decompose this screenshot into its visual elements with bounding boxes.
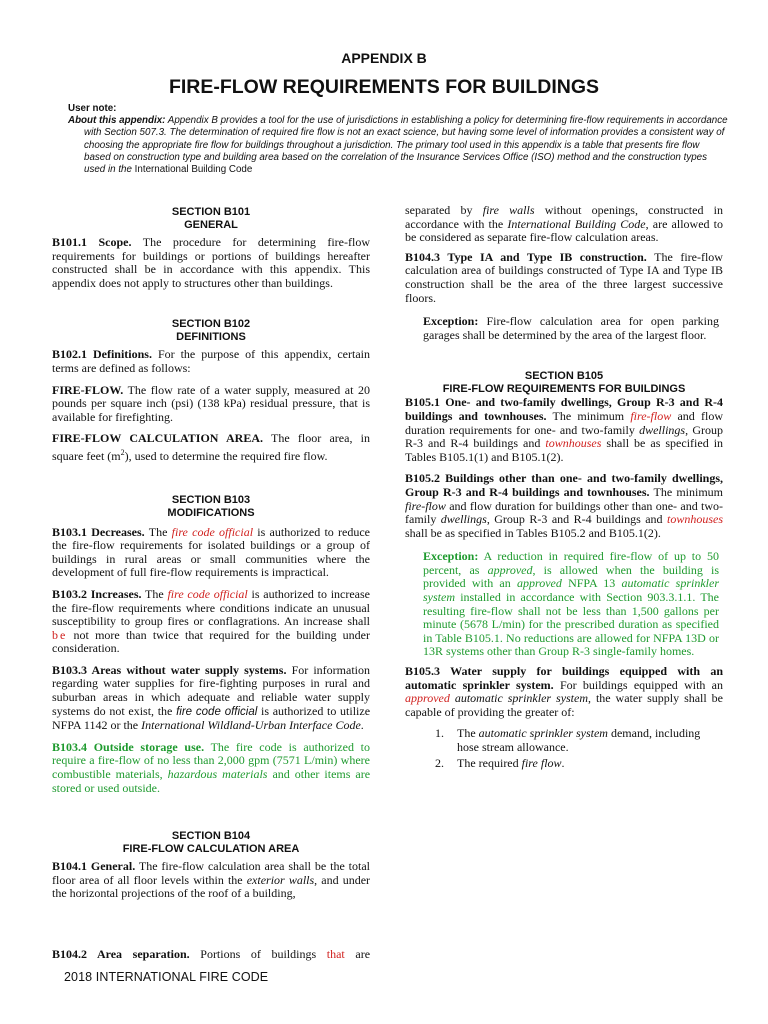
inserted-word: be xyxy=(52,627,68,642)
para-text: For information regarding water supplies for fire-fighting purposes in rural and suburban areas in which adequate and reliable water supply systems do not exist, the xyxy=(52,662,370,718)
exception-label: Exception: xyxy=(423,314,479,329)
para-label: B104.2 Area separation. xyxy=(52,947,190,961)
section-number: SECTION B104 xyxy=(171,830,251,843)
section-title: FIRE-FLOW CALCULATION AREA xyxy=(122,843,300,856)
list-text: The xyxy=(457,726,476,741)
user-note-text: Appendix B provides a tool for the use of jurisdictions in establishing a policy for determining fire-flow requirements in accordance with Section 507.3. The determination of required fire flow is not an exact science, but having some level of information provides a consistent way of choosing the appropriate fire flow for buildings throughout a jurisdiction. The primary tool used in this appendix is a table that presents fire flow based on construction type and building area based on the correlation of the Insurance Services Office (ISO) method and the construction types used in the xyxy=(84,115,728,176)
para-text: , the water supply shall be capable of providing the greater of: xyxy=(405,691,723,719)
requirements-list xyxy=(405,727,723,770)
para-text: are xyxy=(355,947,371,961)
para-text: For buildings equipped with an xyxy=(559,677,724,692)
para-label: B105.3 Water supply for buildings equipped with an automatic sprinkler system. xyxy=(405,664,723,692)
defined-term: fire-flow xyxy=(630,408,672,423)
list-number: 1. xyxy=(435,726,444,741)
para-text: shall be as specified in Tables B105.2 and B105.1(2). xyxy=(405,525,661,540)
defined-term: approved xyxy=(405,691,450,706)
defined-term: automatic sprinkler system xyxy=(423,576,719,605)
para-text: Portions of buildings xyxy=(200,947,317,961)
section-number: SECTION B103 xyxy=(171,493,251,506)
exception-text: NFPA 13 xyxy=(568,576,616,591)
defined-term: automatic sprinkler system xyxy=(478,726,608,741)
exception-text: installed in accordance with Section 903.3.1.1. The resulting fire-flow shall not be less than 1,500 gallons per minute (5678 L/min) for the prescribed duration as specified in Table B105.1. No reductions are allowed for NFPA 13D or 13R systems other than Group R-3 single-family homes. xyxy=(423,590,719,659)
section-b104-heading xyxy=(52,830,370,856)
defined-term: approved xyxy=(487,562,533,577)
term-text: The floor area, in square feet (m xyxy=(52,431,371,463)
user-note-body xyxy=(68,115,728,176)
defined-term: hazardous materials xyxy=(167,767,268,782)
list-item xyxy=(427,757,723,771)
user-note-label: User note: xyxy=(68,103,117,114)
b102-1-paragraph xyxy=(52,348,370,375)
para-text: The procedure for determining fire-flow requirements for buildings or portions of buildings hereafter constructed shall be in accordance with this appendix. This appendix does not apply to structures other than buildings. xyxy=(52,235,370,290)
para-text: separated by xyxy=(405,203,473,217)
b104-2-continuation xyxy=(405,204,723,245)
defined-term: townhouses xyxy=(667,512,724,527)
b103-2-paragraph xyxy=(52,588,370,656)
defined-term: automatic sprinkler system xyxy=(454,691,589,706)
b101-1-paragraph xyxy=(52,236,370,290)
para-text: not more than twice that required for the building under consideration. xyxy=(52,627,371,656)
para-text: The xyxy=(148,524,168,539)
b104-3-exception xyxy=(405,315,723,342)
para-text: The xyxy=(145,586,164,601)
para-label: B105.1 One- and two-family dwellings, Group R-3 and R-4 buildings and townhouses. xyxy=(405,395,723,423)
para-text: is authorized to reduce the fire-flow requirements for isolated buildings or a group of buildings in rural areas or small communities where the development of full fire-flow requirements is impractical. xyxy=(52,524,371,580)
user-note xyxy=(68,103,728,176)
section-b101-heading xyxy=(52,206,370,232)
b103-4-paragraph xyxy=(52,741,370,795)
para-text: , Group R-3 and R-4 buildings and xyxy=(405,422,724,451)
b105-2-exception xyxy=(405,550,723,659)
section-title: DEFINITIONS xyxy=(176,331,246,344)
exception-text: A reduction in required fire-flow of up to 50 percent, as xyxy=(423,549,720,577)
para-text: and other items are stored or used outside. xyxy=(52,767,371,795)
definition-fire-flow xyxy=(52,384,370,425)
list-text: . xyxy=(561,755,565,770)
defined-term: dwellings xyxy=(440,512,487,527)
defined-term: fire code official xyxy=(167,586,248,601)
term-text-end: ), used to determine the required fire flow. xyxy=(124,448,328,463)
para-text: The minimum xyxy=(653,484,723,499)
list-text: The required xyxy=(457,755,519,770)
list-text: demand, including hose stream allowance. xyxy=(457,726,701,754)
para-text: The fire-flow calculation area shall be the total floor area of all floor levels within the xyxy=(52,859,370,887)
code-reference: International Building Code xyxy=(507,216,646,231)
para-text: For the purpose of this appendix, certain terms are defined as follows: xyxy=(52,347,370,375)
section-title: GENERAL xyxy=(184,219,238,231)
para-text: The fire code is authorized to require a fire-flow of no less than 2,000 gpm (7571 L/min) where combustible materials, xyxy=(52,739,370,782)
para-label: B103.2 Increases. xyxy=(52,586,142,601)
inserted-word: that xyxy=(326,947,345,961)
b104-3-paragraph xyxy=(405,251,723,305)
term-label: FIRE-FLOW. xyxy=(52,382,124,397)
code-reference: International Wildland-Urban Interface Code xyxy=(141,718,361,733)
para-label: B103.3 Areas without water supply systems. xyxy=(52,662,287,677)
para-text: , and under the horizontal projections of the roof of a building, xyxy=(52,872,371,901)
para-text: is authorized to utilize NFPA 1142 or the xyxy=(52,703,371,733)
b103-3-paragraph xyxy=(52,664,370,733)
para-label: B101.1 Scope. xyxy=(52,235,132,249)
user-note-code: International Building Code xyxy=(134,164,253,176)
section-b102-heading xyxy=(52,318,370,344)
appendix-label: APPENDIX B xyxy=(341,50,427,66)
term-text: The flow rate of a water supply, measured at 20 pounds per square inch (psi) (138 kPa) residual pressure, that is available for firefighting. xyxy=(52,382,370,424)
defined-term: fire code official xyxy=(171,524,254,539)
superscript: 2 xyxy=(120,447,125,457)
about-label: About this appendix: xyxy=(68,115,166,127)
para-label: B103.4 Outside storage use. xyxy=(52,739,205,754)
section-b105-heading xyxy=(405,370,723,396)
para-label: B105.2 Buildings other than one- and two-family dwellings, Group R-3 and R-4 buildings and townhouses. xyxy=(405,471,723,499)
para-text: is authorized to increase the fire-flow requirements where conditions indicate an unusual susceptibility to group fires or conflagrations. An increase shall xyxy=(52,586,370,629)
para-label: B104.1 General. xyxy=(52,859,136,874)
definition-fire-flow-calculation-area xyxy=(52,432,370,463)
term-label: FIRE-FLOW CALCULATION AREA. xyxy=(52,431,264,446)
para-text: and flow duration for buildings other than one- and two-family xyxy=(405,498,724,527)
defined-term: dwellings xyxy=(639,422,686,437)
section-number: SECTION B101 xyxy=(171,206,251,218)
left-column xyxy=(52,206,370,901)
para-text: and flow duration requirements for one- and two-family xyxy=(405,408,724,437)
defined-term: fire code official xyxy=(176,705,258,718)
defined-term: fire-flow xyxy=(405,498,446,513)
b105-3-paragraph xyxy=(405,665,723,719)
section-number: SECTION B102 xyxy=(171,318,251,331)
para-label: B103.1 Decreases. xyxy=(52,524,145,539)
section-b103-heading xyxy=(52,494,370,520)
section-number: SECTION B105 xyxy=(524,370,604,383)
para-label: B104.3 Type IA and Type IB construction. xyxy=(405,249,647,264)
b103-1-paragraph xyxy=(52,526,370,580)
para-text: , are allowed to be considered as separate fire-flow calculation areas. xyxy=(405,216,723,245)
defined-term: approved xyxy=(516,576,562,591)
para-text: without openings, constructed in accordance with the xyxy=(405,203,724,231)
b105-2-paragraph xyxy=(405,472,723,540)
section-title: FIRE-FLOW REQUIREMENTS FOR BUILDINGS xyxy=(442,383,686,396)
list-item xyxy=(427,727,723,754)
list-number: 2. xyxy=(435,755,444,770)
para-text: The minimum xyxy=(552,408,625,423)
b105-1-paragraph xyxy=(405,396,723,464)
b104-1-paragraph xyxy=(52,860,370,901)
defined-term: fire walls xyxy=(482,203,535,217)
right-column xyxy=(405,204,723,772)
exception-text: Fire-flow calculation area for open parking garages shall be determined by the area of the largest floor. xyxy=(423,314,719,342)
page-title: FIRE-FLOW REQUIREMENTS FOR BUILDINGS xyxy=(168,76,600,98)
defined-term: exterior walls xyxy=(246,872,315,887)
para-text: shall be as specified in Tables B105.1(1) and B105.1(2). xyxy=(405,436,724,464)
b104-2-paragraph xyxy=(52,948,370,962)
defined-term: townhouses xyxy=(545,436,602,451)
para-text: , Group R-3 and R-4 buildings and xyxy=(486,512,663,527)
section-title: MODIFICATIONS xyxy=(167,506,255,519)
defined-term: fire flow xyxy=(521,755,562,770)
para-label: B102.1 Definitions. xyxy=(52,347,152,362)
exception-text: , is allowed when the building is provided with an xyxy=(423,562,720,591)
exception-label: Exception: xyxy=(423,549,479,564)
page-footer: 2018 INTERNATIONAL FIRE CODE xyxy=(64,970,269,984)
para-end: . xyxy=(360,718,364,733)
para-text: The fire-flow calculation area of buildings constructed of Type IA and Type IB construction shall be the area of the three largest successive floors. xyxy=(405,249,723,305)
